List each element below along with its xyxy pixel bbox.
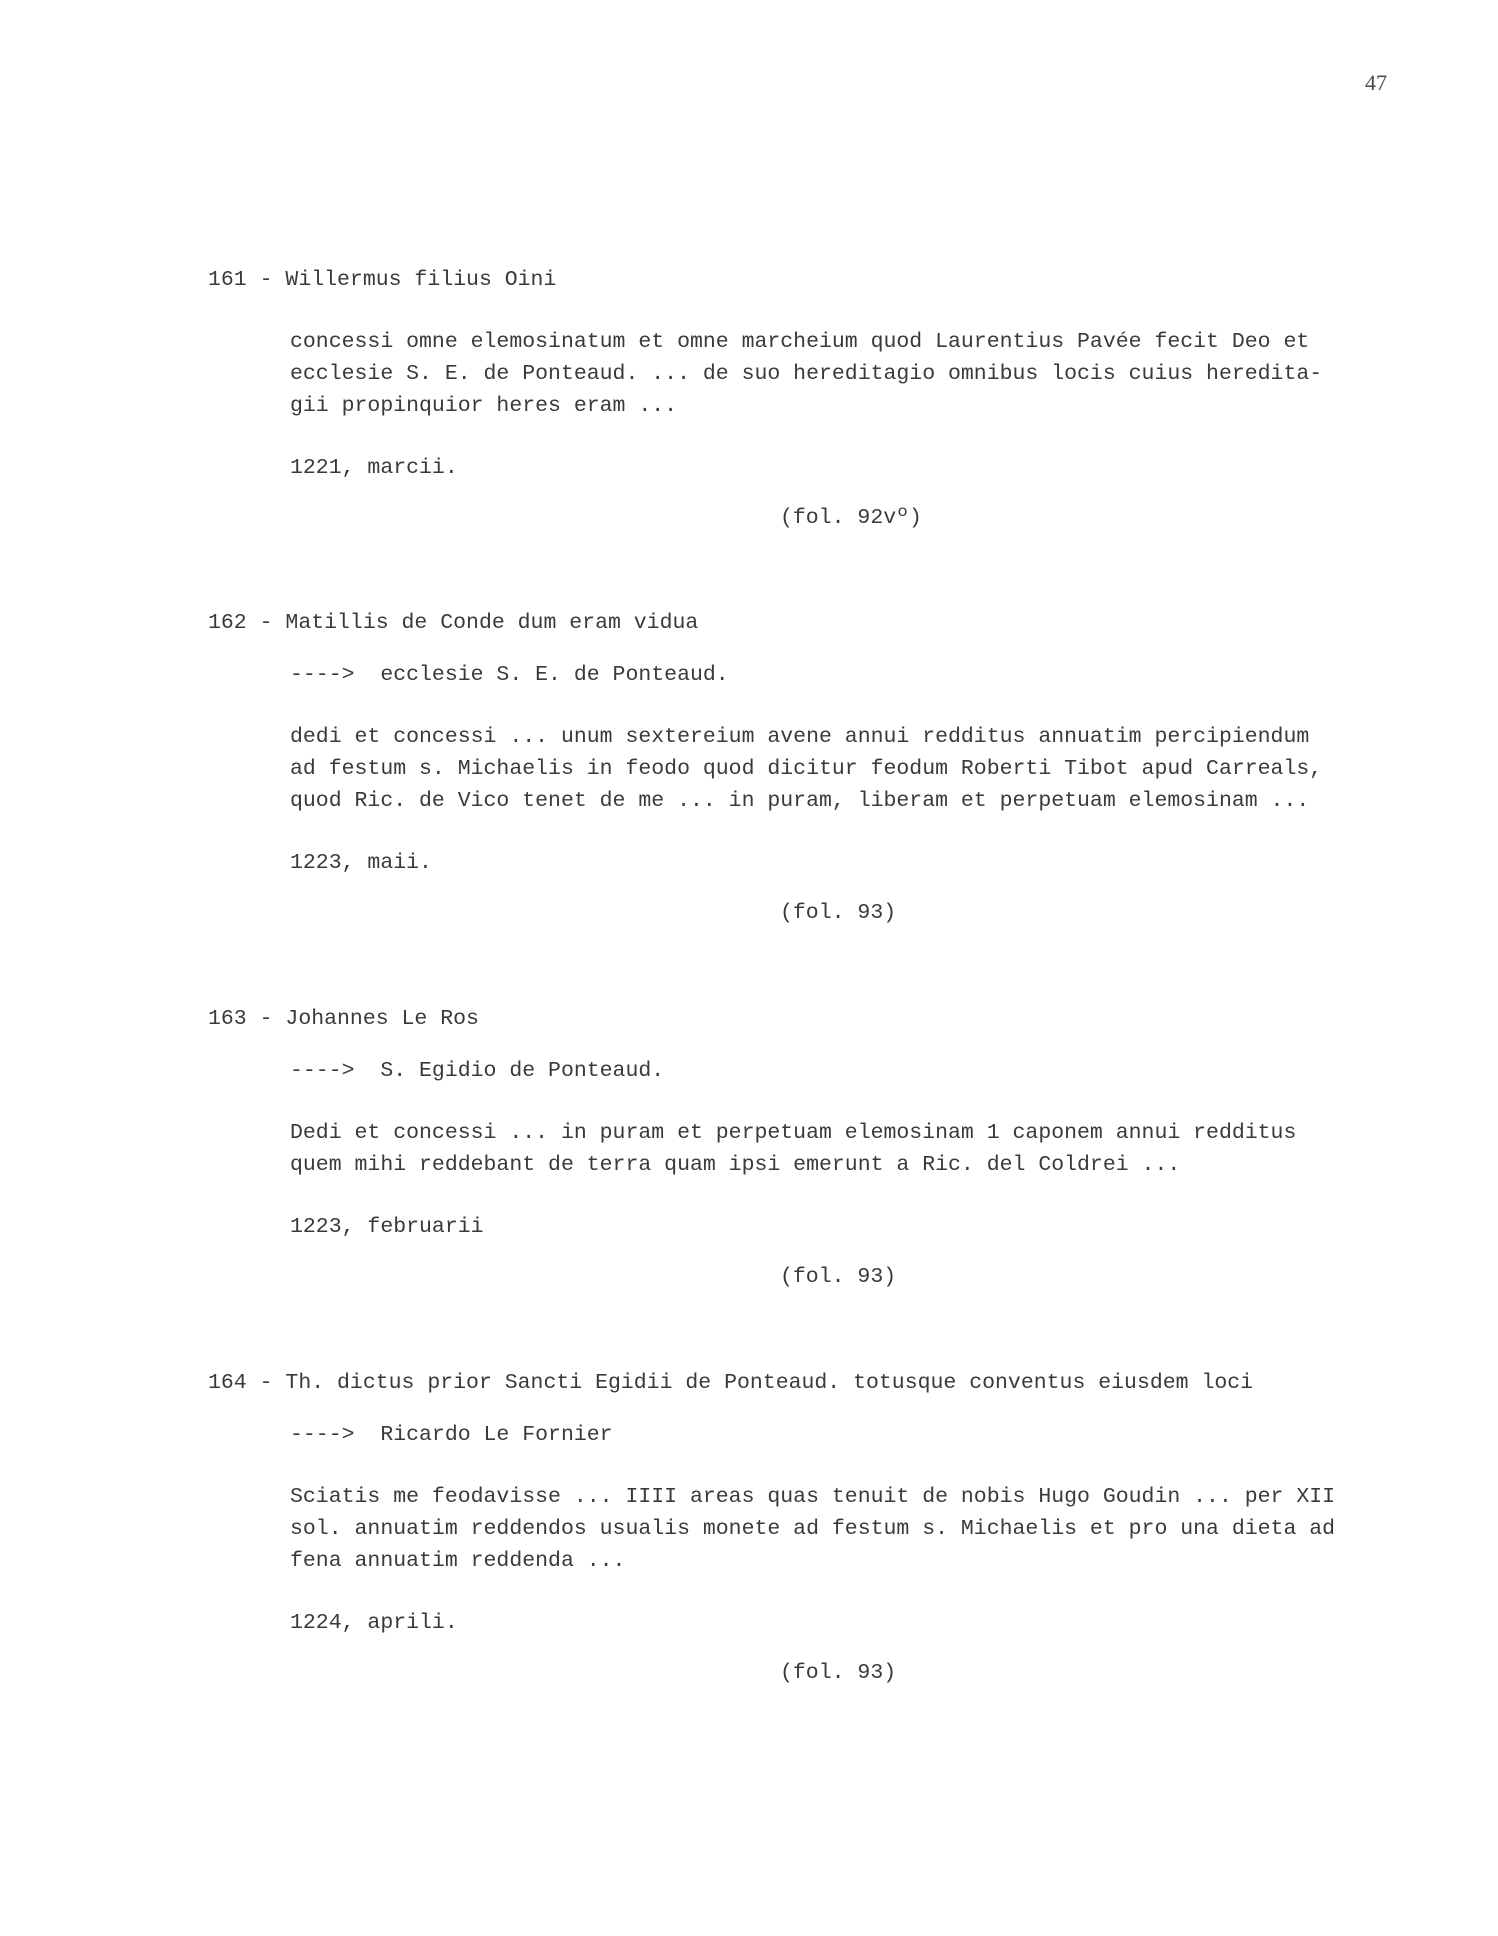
- body-line: quod Ric. de Vico tenet de me ... in puram, liberam et perpetuam elemosinam ...: [290, 789, 1310, 813]
- body-line: Dedi et concessi ... in puram et perpetuam elemosinam 1 caponem annui redditus: [290, 1121, 1297, 1145]
- entry-recipient: ----> ecclesie S. E. de Ponteaud.: [290, 663, 729, 687]
- entry-heading: 164 - Th. dictus prior Sancti Egidii de Ponteaud. totusque conventus eiusdem loci: [208, 1371, 1254, 1395]
- body-line: sol. annuatim reddendos usualis monete ad festum s. Michaelis et pro una dieta ad: [290, 1517, 1336, 1541]
- entry-date: 1221, marcii.: [290, 456, 458, 480]
- charter-entry-164: [208, 1367, 1453, 1689]
- entry-body: [290, 326, 1450, 422]
- charter-entry-162: [208, 607, 1453, 929]
- page-number: 47: [1365, 70, 1387, 95]
- folio-reference: (fol. 93): [780, 1661, 897, 1685]
- charter-entry-163: [208, 1003, 1453, 1293]
- folio-reference: (fol. 93): [780, 901, 897, 925]
- entry-body: [290, 1117, 1450, 1181]
- body-line: gii propinquior heres eram ...: [290, 394, 678, 418]
- body-line: ad festum s. Michaelis in feodo quod dicitur feodum Roberti Tibot apud Carreals,: [290, 757, 1323, 781]
- entry-recipient: ----> S. Egidio de Ponteaud.: [290, 1059, 665, 1083]
- entry-heading: 162 - Matillis de Conde dum eram vidua: [208, 611, 699, 635]
- body-line: Sciatis me feodavisse ... IIII areas quas tenuit de nobis Hugo Goudin ... per XII: [290, 1485, 1336, 1509]
- entry-heading: 161 - Willermus filius Oini: [208, 268, 557, 292]
- body-line: concessi omne elemosinatum et omne marcheium quod Laurentius Pavée fecit Deo et: [290, 330, 1310, 354]
- folio-reference: (fol. 92vº): [780, 506, 922, 530]
- entry-recipient: ----> Ricardo Le Fornier: [290, 1423, 613, 1447]
- entry-body: [290, 1481, 1450, 1577]
- entry-date: 1223, februarii: [290, 1215, 484, 1239]
- entry-date: 1223, maii.: [290, 851, 432, 875]
- body-line: fena annuatim reddenda ...: [290, 1549, 626, 1573]
- entry-heading: 163 - Johannes Le Ros: [208, 1007, 479, 1031]
- charter-entry-161: [208, 264, 1453, 534]
- body-line: quem mihi reddebant de terra quam ipsi emerunt a Ric. del Coldrei ...: [290, 1153, 1181, 1177]
- folio-reference: (fol. 93): [780, 1265, 897, 1289]
- body-line: ecclesie S. E. de Ponteaud. ... de suo hereditagio omnibus locis cuius heredita-: [290, 362, 1323, 386]
- body-line: dedi et concessi ... unum sextereium avene annui redditus annuatim percipiendum: [290, 725, 1310, 749]
- entry-date: 1224, aprili.: [290, 1611, 458, 1635]
- entry-body: [290, 721, 1450, 817]
